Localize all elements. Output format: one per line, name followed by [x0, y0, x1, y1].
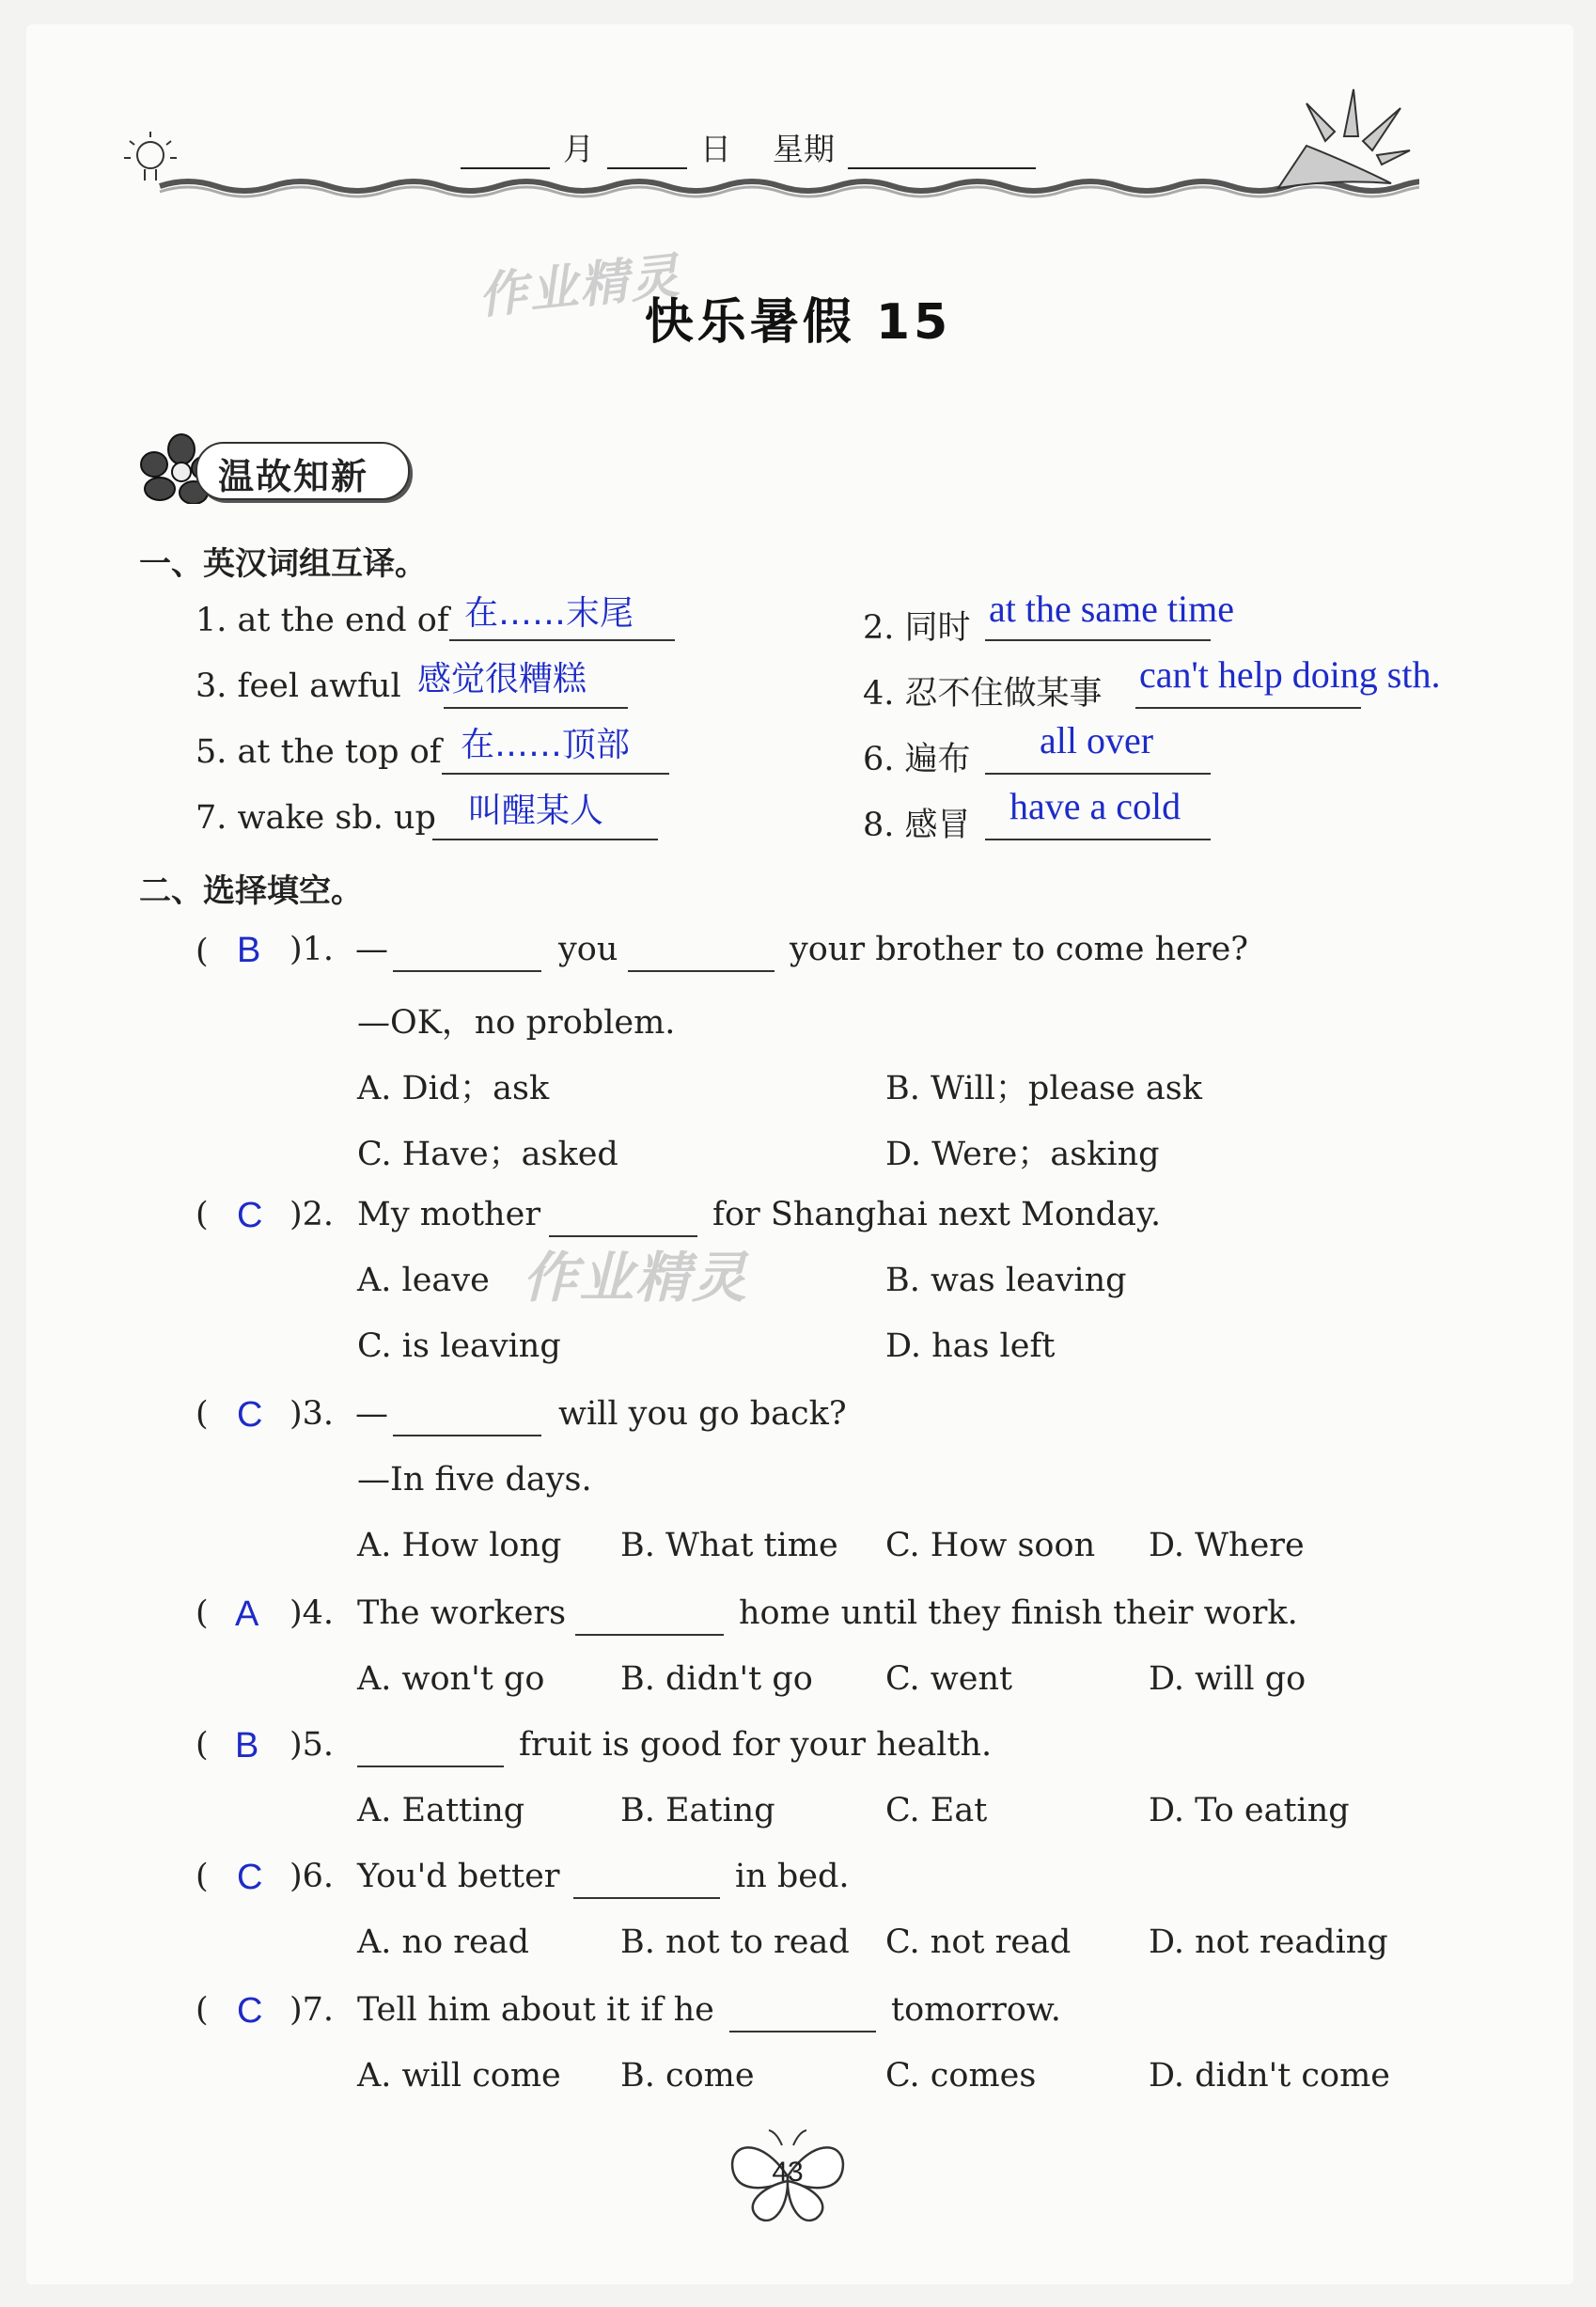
q6-option-a: A. no read: [357, 1923, 529, 1961]
q6-stem-c: in bed.: [735, 1858, 850, 1895]
page-number: 43: [772, 2157, 804, 2188]
month-blank[interactable]: [461, 139, 550, 169]
q7-stem-a: Tell him about it if he: [357, 1991, 714, 2029]
q2-stem-a: My mother: [357, 1196, 541, 1233]
p1-item-2: 2. 同时: [863, 609, 971, 647]
q6-number: )6.: [289, 1858, 335, 1895]
q1-answer: B: [237, 931, 261, 970]
q7-option-b: B. come: [620, 2057, 755, 2095]
q3-option-a: A. How long: [357, 1527, 562, 1564]
lightbulb-icon: [124, 132, 177, 180]
q4-stem-a: The workers: [357, 1594, 567, 1632]
weekday-blank[interactable]: [848, 139, 1036, 169]
p1-blank-5[interactable]: [442, 773, 669, 775]
p1-item-3: 3. feel awful: [196, 667, 401, 705]
p1-answer-8: have a cold: [1009, 785, 1181, 827]
q3-option-c: C. How soon: [885, 1527, 1096, 1564]
p1-answer-2: at the same time: [989, 588, 1235, 630]
q6-answer: C: [237, 1858, 263, 1897]
q5-option-a: A. Eatting: [357, 1792, 525, 1829]
q3-reply: —In five days.: [357, 1461, 592, 1499]
q5-paren: (: [196, 1726, 209, 1764]
q4-blank[interactable]: [575, 1634, 724, 1636]
q6-paren: (: [196, 1858, 209, 1895]
p1-blank-6[interactable]: [985, 773, 1211, 775]
q4-answer: A: [235, 1594, 259, 1634]
badge-label: 温故知新: [218, 456, 369, 497]
q7-blank[interactable]: [729, 2031, 876, 2032]
q1-dash: —: [355, 931, 388, 968]
q1-option-d: D. Were；asking: [885, 1136, 1160, 1173]
q4-option-a: A. won't go: [357, 1660, 545, 1698]
watermark-top: 作业精灵: [476, 247, 684, 326]
q4-stem-c: home until they finish their work.: [739, 1594, 1298, 1632]
part2-heading: 二、选择填空。: [139, 872, 363, 910]
q4-number: )4.: [289, 1594, 335, 1632]
q2-option-c: C. is leaving: [357, 1327, 561, 1365]
q7-stem-c: tomorrow.: [891, 1991, 1061, 2029]
q2-option-b: B. was leaving: [885, 1262, 1127, 1299]
q2-number: )2.: [289, 1196, 335, 1233]
q2-option-a: A. leave: [357, 1262, 490, 1299]
q7-paren: (: [196, 1991, 209, 2029]
q2-stem-c: for Shanghai next Monday.: [712, 1196, 1162, 1233]
p1-item-6: 6. 遍布: [863, 741, 971, 778]
q5-number: )5.: [289, 1726, 335, 1764]
p1-item-1: 1. at the end of: [196, 602, 449, 639]
q3-number: )3.: [289, 1395, 335, 1433]
p1-blank-2[interactable]: [985, 639, 1211, 641]
wavy-rule: [160, 181, 1419, 191]
p1-item-7: 7. wake sb. up: [196, 799, 436, 837]
q6-option-d: D. not reading: [1149, 1923, 1388, 1961]
q3-option-d: D. Where: [1149, 1527, 1305, 1564]
q1-rest: your brother to come here?: [790, 931, 1249, 968]
q1-blank-a[interactable]: [393, 970, 541, 972]
q1-reply: —OK，no problem.: [357, 1004, 676, 1042]
q1-blank-b[interactable]: [628, 970, 775, 972]
p1-answer-4: can't help doing sth.: [1139, 653, 1441, 696]
p1-blank-7[interactable]: [432, 839, 658, 840]
q2-answer: C: [237, 1196, 263, 1235]
q4-paren: (: [196, 1594, 209, 1632]
month-label: 月: [563, 131, 594, 167]
flower-icon: [1278, 89, 1410, 188]
q5-option-d: D. To eating: [1149, 1792, 1350, 1829]
q5-stem-c: fruit is good for your health.: [519, 1726, 993, 1764]
p1-blank-1[interactable]: [449, 639, 675, 641]
q6-stem-a: You'd better: [357, 1858, 560, 1895]
p1-blank-3[interactable]: [444, 707, 628, 709]
p1-item-8: 8. 感冒: [863, 807, 971, 844]
q4-option-b: B. didn't go: [620, 1660, 813, 1698]
q2-paren: (: [196, 1196, 209, 1233]
q5-option-c: C. Eat: [885, 1792, 988, 1829]
q1-option-c: C. Have；asked: [357, 1136, 618, 1173]
q1-option-a: A. Did；ask: [357, 1070, 550, 1107]
p1-answer-1: 在……末尾: [464, 594, 634, 633]
q3-dash: —: [355, 1395, 388, 1433]
day-blank[interactable]: [607, 139, 687, 169]
q1-option-b: B. Will；please ask: [885, 1070, 1202, 1107]
q4-option-d: D. will go: [1149, 1660, 1307, 1698]
date-row: [461, 125, 1036, 169]
q3-option-b: B. What time: [620, 1527, 838, 1564]
day-label: 日: [700, 131, 731, 167]
q3-paren: (: [196, 1395, 209, 1433]
q1-number: )1.: [289, 931, 335, 968]
p1-blank-4[interactable]: [1135, 707, 1361, 709]
p1-item-5: 5. at the top of: [196, 733, 442, 771]
q5-answer: B: [235, 1726, 259, 1766]
weekday-label: 星期: [773, 131, 835, 167]
q7-option-c: C. comes: [885, 2057, 1037, 2095]
p1-answer-3: 感觉很糟糕: [417, 660, 587, 698]
q3-answer: C: [237, 1395, 263, 1435]
p1-answer-5: 在……顶部: [461, 726, 631, 764]
part1-heading: 一、英汉词组互译。: [139, 545, 427, 583]
q7-option-d: D. didn't come: [1149, 2057, 1390, 2095]
q7-option-a: A. will come: [357, 2057, 561, 2095]
q1-you: you: [558, 931, 618, 968]
q1-paren: (: [196, 933, 209, 970]
section-badge: [139, 432, 412, 504]
page-number-badge: [722, 2125, 853, 2228]
q3-blank[interactable]: [393, 1435, 541, 1436]
p1-answer-6: all over: [1040, 719, 1154, 761]
q7-answer: C: [237, 1991, 263, 2031]
page-title: 快乐暑假 15: [644, 294, 952, 351]
q6-option-c: C. not read: [885, 1923, 1072, 1961]
q4-option-c: C. went: [885, 1660, 1013, 1698]
q2-option-d: D. has left: [885, 1327, 1056, 1365]
p1-answer-7: 叫醒某人: [468, 792, 604, 830]
q7-number: )7.: [289, 1991, 335, 2029]
q6-blank[interactable]: [573, 1897, 720, 1899]
q3-stem-c: will you go back?: [558, 1395, 847, 1433]
watermark-mid: 作业精灵: [523, 1246, 749, 1310]
p1-item-4: 4. 忍不住做某事: [863, 675, 1103, 713]
p1-blank-8[interactable]: [985, 839, 1211, 840]
q6-option-b: B. not to read: [620, 1923, 850, 1961]
q5-option-b: B. Eating: [620, 1792, 775, 1829]
q5-blank[interactable]: [357, 1766, 504, 1767]
